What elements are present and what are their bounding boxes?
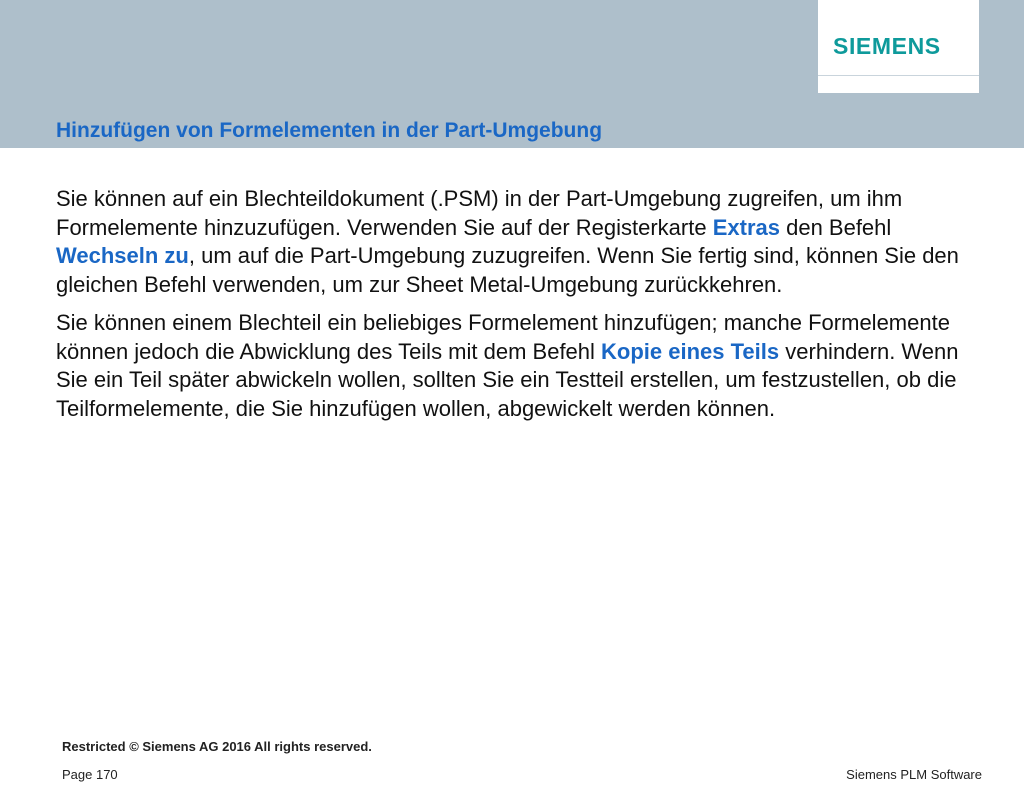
logo-frame xyxy=(818,0,979,93)
footer-restricted-notice: Restricted © Siemens AG 2016 All rights reserved. xyxy=(62,739,372,754)
highlight-wechseln-zu: Wechseln zu xyxy=(56,243,189,268)
paragraph-2-text-2: verhindern. Wenn Sie ein Teil später abwickeln wollen, sollten Sie ein Testteil erstellen, um festzustellen, ob die Teilformelemente, die Sie hinzufügen wollen, abgewickelt werden können. xyxy=(56,338,959,421)
paragraph-2 xyxy=(56,309,986,423)
paragraph-1-text-2: den Befehl xyxy=(779,214,892,240)
paragraph-2-text-1: Sie können einem Blechteil ein beliebiges Formelement hinzufügen; manche Formelemente können jedoch die Abwicklung des Teils mit dem Befehl xyxy=(56,310,950,364)
siemens-logo: SIEMENS xyxy=(833,33,941,59)
logo-box xyxy=(818,0,979,76)
highlight-kopie-eines-teils: Kopie eines Teils xyxy=(601,338,780,364)
highlight-extras: Extras xyxy=(712,214,780,240)
content-body xyxy=(56,185,986,433)
paragraph-1-text-1: Sie können auf ein Blechteildokument (.PSM) in der Part-Umgebung zugreifen, um ihm Formelemente hinzuzufügen. Verwenden Sie auf der Registerkarte xyxy=(56,186,903,240)
page-title: Hinzufügen von Formelementen in der Part-Umgebung xyxy=(56,119,603,142)
paragraph-1 xyxy=(56,185,986,299)
paragraph-1-text-3: , um auf die Part-Umgebung zuzugreifen. Wenn Sie fertig sind, können Sie den gleichen Befehl verwenden, um zur Sheet Metal-Umgebung zurückkehren. xyxy=(56,243,959,297)
footer-page-number: Page 170 xyxy=(62,767,118,782)
footer-company-name: Siemens PLM Software xyxy=(846,767,982,782)
